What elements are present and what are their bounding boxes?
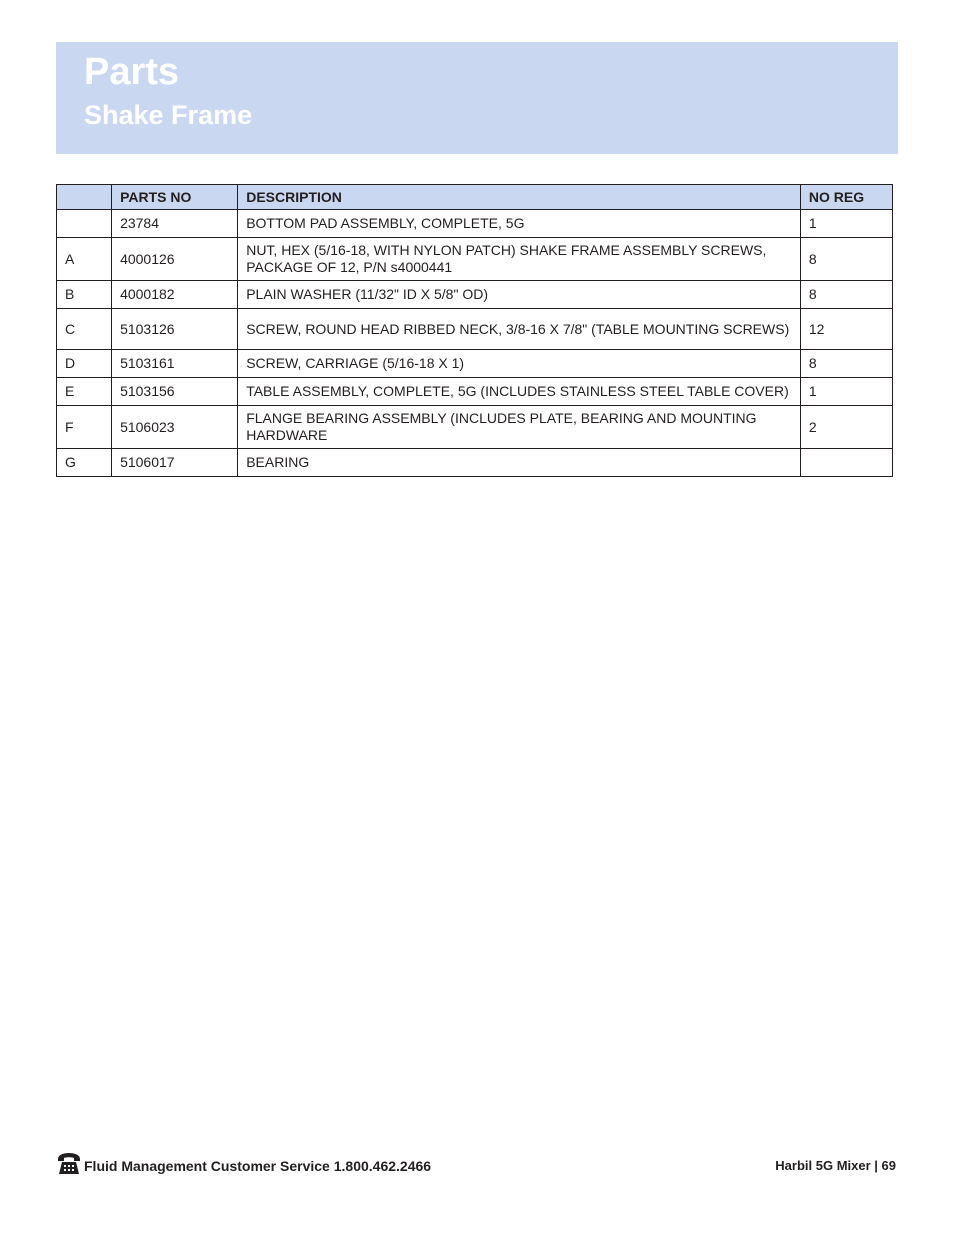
page-title: Parts — [84, 51, 180, 93]
table-row — [57, 309, 893, 350]
row-part-no: 5103161 — [112, 350, 238, 378]
customer-service-line — [56, 1152, 431, 1176]
row-qty: 8 — [800, 238, 892, 281]
page-footer — [56, 1152, 898, 1180]
row-key: G — [57, 449, 112, 477]
row-qty: 12 — [800, 309, 892, 350]
row-qty: 2 — [800, 406, 892, 449]
column-header-no-reg: NO REG — [800, 185, 892, 210]
table-row — [57, 350, 893, 378]
row-description: SCREW, CARRIAGE (5/16-18 X 1) — [238, 350, 801, 378]
row-description: SCREW, ROUND HEAD RIBBED NECK, 3/8-16 X 7/8" (TABLE MOUNTING SCREWS) — [238, 309, 801, 350]
table-header-row — [57, 185, 893, 210]
table-row — [57, 378, 893, 406]
row-part-no: 5106017 — [112, 449, 238, 477]
table-row — [57, 449, 893, 477]
row-key: F — [57, 406, 112, 449]
row-part-no: 5103126 — [112, 309, 238, 350]
row-key: B — [57, 281, 112, 309]
row-part-no: 23784 — [112, 210, 238, 238]
telephone-icon — [56, 1152, 82, 1176]
column-header-parts-no: PARTS NO — [112, 185, 238, 210]
table-row — [57, 210, 893, 238]
row-part-no: 5106023 — [112, 406, 238, 449]
row-key: D — [57, 350, 112, 378]
row-key — [57, 210, 112, 238]
column-header-description: DESCRIPTION — [238, 185, 801, 210]
row-description: NUT, HEX (5/16-18, WITH NYLON PATCH) SHAKE FRAME ASSEMBLY SCREWS, PACKAGE OF 12, P/N s4000441 — [238, 238, 801, 281]
row-qty: 1 — [800, 378, 892, 406]
row-description: BEARING — [238, 449, 801, 477]
parts-table — [56, 184, 893, 477]
row-key: E — [57, 378, 112, 406]
row-qty: 1 — [800, 210, 892, 238]
page-subtitle: Shake Frame — [84, 100, 253, 130]
table-row — [57, 281, 893, 309]
header-banner — [56, 42, 898, 154]
row-qty: 8 — [800, 281, 892, 309]
row-description: TABLE ASSEMBLY, COMPLETE, 5G (INCLUDES STAINLESS STEEL TABLE COVER) — [238, 378, 801, 406]
row-description: FLANGE BEARING ASSEMBLY (INCLUDES PLATE, BEARING AND MOUNTING HARDWARE — [238, 406, 801, 449]
customer-service-text: Fluid Management Customer Service 1.800.462.2466 — [84, 1158, 432, 1174]
row-part-no: 5103156 — [112, 378, 238, 406]
row-key: C — [57, 309, 112, 350]
row-qty: 8 — [800, 350, 892, 378]
column-header-key — [57, 185, 112, 210]
row-qty — [800, 449, 892, 477]
row-part-no: 4000126 — [112, 238, 238, 281]
row-key: A — [57, 238, 112, 281]
row-description: BOTTOM PAD ASSEMBLY, COMPLETE, 5G — [238, 210, 801, 238]
table-row — [57, 238, 893, 281]
table-row — [57, 406, 893, 449]
row-description: PLAIN WASHER (11/32" ID X 5/8" OD) — [238, 281, 801, 309]
row-part-no: 4000182 — [112, 281, 238, 309]
page-number-label: Harbil 5G Mixer | 69 — [775, 1158, 896, 1173]
